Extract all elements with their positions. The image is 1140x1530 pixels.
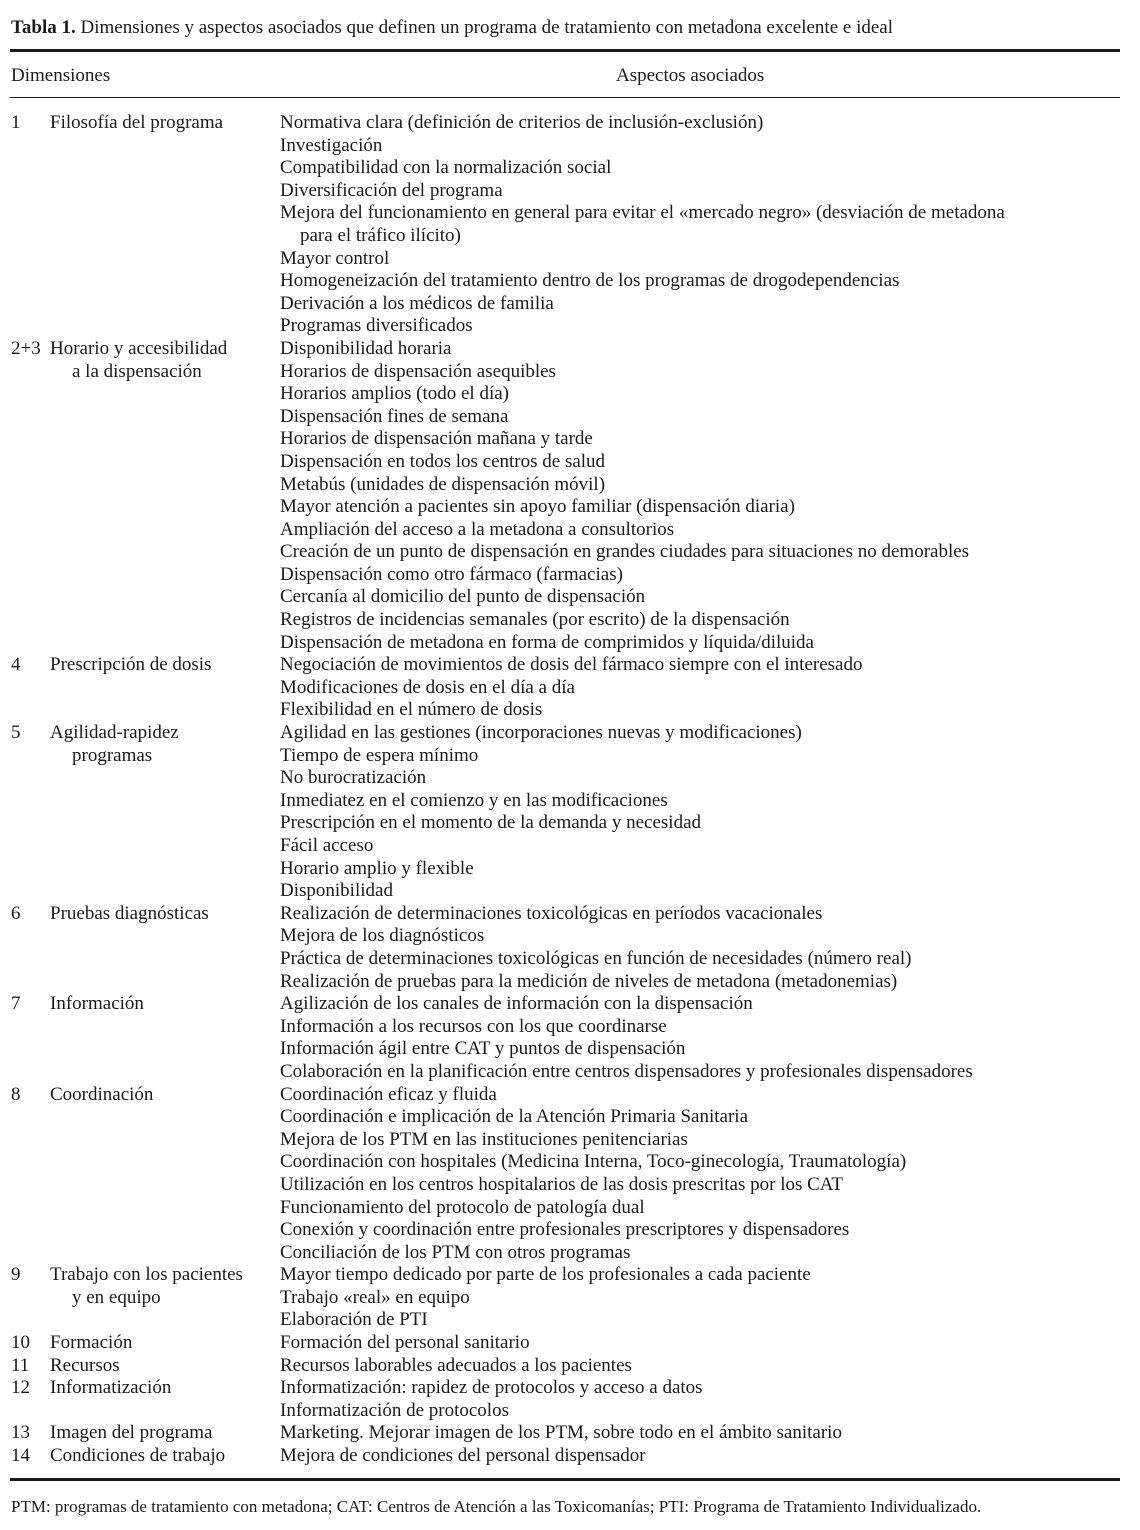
- aspect-text: Creación de un punto de dispensación en grandes ciudades para situaciones no demorables: [280, 541, 970, 563]
- aspect-item: [280, 1422, 1100, 1445]
- aspect-item: [280, 202, 1100, 247]
- dimension-number: 5: [11, 722, 21, 744]
- aspect-list: [280, 993, 1100, 1083]
- aspect-text: Normativa clara (definición de criterios de inclusión-exclusión): [280, 112, 764, 133]
- aspect-text: Utilización en los centros hospitalarios de las dosis prescritas por los CAT: [280, 1173, 844, 1195]
- dimension-number: 9: [11, 1264, 21, 1286]
- aspect-item: [280, 1016, 1100, 1039]
- aspect-text: Conciliación de los PTM con otros programas: [280, 1241, 631, 1263]
- dimension-name: [50, 338, 275, 383]
- aspect-item: [280, 474, 1100, 497]
- dimension-name: [50, 1445, 275, 1468]
- aspect-text: Registros de incidencias semanales (por escrito) de la dispensación: [280, 609, 790, 631]
- aspect-item: [280, 1197, 1100, 1220]
- table-row: [0, 1264, 1140, 1332]
- aspect-list: [280, 1445, 1100, 1468]
- aspect-text: Realización de pruebas para la medición de niveles de metadona (metadonemias): [280, 970, 898, 992]
- aspect-item: [280, 654, 1100, 677]
- aspect-item: [280, 428, 1100, 451]
- aspect-item: [280, 1084, 1100, 1107]
- table-row: [0, 1377, 1140, 1422]
- aspect-text: Prescripción en el momento de la demanda y necesidad: [280, 812, 702, 834]
- aspect-item: [280, 790, 1100, 813]
- dimension-number: 7: [11, 993, 21, 1015]
- aspect-text: Metabús (unidades de dispensación móvil): [280, 473, 606, 495]
- aspect-text: Mejora de condiciones del personal dispensador: [280, 1445, 646, 1467]
- aspect-item: [280, 1106, 1100, 1129]
- aspect-text: Información ágil entre CAT y puntos de dispensación: [280, 1038, 686, 1060]
- aspect-item: [280, 586, 1100, 609]
- aspect-text: Práctica de determinaciones toxicológicas en función de necesidades (número real): [280, 947, 912, 969]
- column-header-dimensions: Dimensiones: [11, 65, 111, 86]
- aspect-item: [280, 315, 1100, 338]
- dimension-name: [50, 1377, 275, 1400]
- aspect-text: Dispensación de metadona en forma de comprimidos y líquida/diluida: [280, 631, 814, 653]
- dimension-name: [50, 722, 275, 767]
- dimension-number: 12: [11, 1377, 30, 1399]
- aspect-list: [280, 1377, 1100, 1422]
- dimension-name-line: Filosofía del programa: [50, 112, 224, 133]
- aspect-list: [280, 338, 1100, 654]
- dimension-number: 2+3: [11, 337, 41, 359]
- dimension-number: 11: [11, 1354, 30, 1376]
- aspect-text: Coordinación con hospitales (Medicina Interna, Toco-ginecología, Traumatología): [280, 1151, 907, 1173]
- aspect-item: [280, 993, 1100, 1016]
- dimension-number: 6: [11, 902, 21, 924]
- aspect-text: Homogeneización del tratamiento dentro de los programas de drogodependencias: [280, 270, 900, 292]
- table-caption-label: Tabla 1.: [11, 17, 76, 38]
- aspect-text: Programas diversificados: [280, 315, 473, 337]
- aspect-text: Agilidad en las gestiones (incorporaciones nuevas y modificaciones): [280, 722, 802, 744]
- aspect-text: Marketing. Mejorar imagen de los PTM, sobre todo en el ámbito sanitario: [280, 1422, 842, 1444]
- dimension-name-line: Recursos: [50, 1354, 120, 1376]
- aspect-text: Recursos laborables adecuados a los pacientes: [280, 1354, 632, 1376]
- aspect-item: [280, 135, 1100, 158]
- aspect-text: No burocratización: [280, 767, 427, 789]
- aspect-item: [280, 903, 1100, 926]
- aspect-text: Horarios de dispensación mañana y tarde: [280, 428, 593, 450]
- aspect-item: [280, 248, 1100, 271]
- aspect-text: Tiempo de espera mínimo: [280, 744, 479, 766]
- aspect-list: [280, 1332, 1100, 1355]
- dimension-name-line: Trabajo con los pacientes: [50, 1264, 243, 1286]
- aspect-item: [280, 496, 1100, 519]
- aspect-item: [280, 1129, 1100, 1152]
- aspect-text: Informatización de protocolos: [280, 1399, 509, 1421]
- aspect-text: Mejora del funcionamiento en general para evitar el «mercado negro» (desviación de metadona: [280, 202, 1005, 224]
- table-row: [0, 654, 1140, 722]
- aspect-list: [280, 1084, 1100, 1265]
- dimension-name-line: Prescripción de dosis: [50, 654, 212, 676]
- aspect-text: Realización de determinaciones toxicológicas en períodos vacacionales: [280, 902, 823, 924]
- aspect-list: [280, 1264, 1100, 1332]
- table-row: [0, 1355, 1140, 1378]
- aspect-item: [280, 1219, 1100, 1242]
- dimension-number: 8: [11, 1083, 21, 1105]
- aspect-item: [280, 1242, 1100, 1265]
- aspect-item: [280, 180, 1100, 203]
- aspect-text: Mayor tiempo dedicado por parte de los profesionales a cada paciente: [280, 1264, 811, 1286]
- aspect-item: [280, 112, 1100, 135]
- aspect-item: [280, 812, 1100, 835]
- aspect-item: [280, 948, 1100, 971]
- dimension-name: [50, 654, 275, 677]
- aspect-text: Cercanía al domicilio del punto de dispensación: [280, 586, 646, 608]
- aspect-item: [280, 677, 1100, 700]
- table-row: [0, 1445, 1140, 1468]
- aspect-text: Modificaciones de dosis en el día a día: [280, 676, 575, 698]
- aspect-list: [280, 1422, 1100, 1445]
- dimension-number: 4: [11, 654, 21, 676]
- aspect-item: [280, 564, 1100, 587]
- aspect-text: Investigación: [280, 134, 383, 156]
- dimension-name-line: y en equipo: [72, 1286, 161, 1308]
- aspect-item: [280, 541, 1100, 564]
- bottom-rule: [10, 1478, 1120, 1481]
- table-body: [0, 112, 1140, 1468]
- aspect-item: [280, 1151, 1100, 1174]
- aspect-item: [280, 835, 1100, 858]
- aspect-text: Coordinación e implicación de la Atención Primaria Sanitaria: [280, 1106, 748, 1128]
- table-footnote: PTM: programas de tratamiento con metadona; CAT: Centros de Atención a las Toxicomanías; PTI: Programa de Tratamiento Individualizado.: [11, 1497, 982, 1516]
- aspect-text: Dispensación en todos los centros de salud: [280, 450, 606, 472]
- dimension-name-line: Coordinación: [50, 1083, 154, 1105]
- aspect-text: Horario amplio y flexible: [280, 857, 474, 879]
- dimension-name-line: Información: [50, 993, 144, 1015]
- column-header-aspects: Aspectos asociados: [616, 65, 765, 86]
- aspect-text: Inmediatez en el comienzo y en las modificaciones: [280, 789, 668, 811]
- dimension-number: 10: [11, 1332, 30, 1354]
- aspect-text: Flexibilidad en el número de dosis: [280, 699, 543, 721]
- dimension-name: [50, 1264, 275, 1309]
- aspect-item: [280, 745, 1100, 768]
- aspect-text: Coordinación eficaz y fluida: [280, 1083, 497, 1105]
- aspect-text: Informatización: rapidez de protocolos y acceso a datos: [280, 1377, 703, 1399]
- aspect-item: [280, 383, 1100, 406]
- aspect-list: [280, 654, 1100, 722]
- dimension-name: [50, 993, 275, 1016]
- dimension-name: [50, 112, 275, 135]
- aspect-item: [280, 1061, 1100, 1084]
- aspect-item: [280, 632, 1100, 655]
- dimension-number: 13: [11, 1422, 30, 1444]
- aspect-text: Agilización de los canales de información con la dispensación: [280, 993, 753, 1015]
- dimension-name-line: Horario y accesibilidad: [50, 337, 228, 359]
- dimension-name-line: Formación: [50, 1332, 133, 1354]
- aspect-text: Conexión y coordinación entre profesionales prescriptores y dispensadores: [280, 1219, 850, 1241]
- aspect-text: Disponibilidad horaria: [280, 337, 452, 359]
- aspect-item: [280, 1264, 1100, 1287]
- dimension-number: 14: [11, 1445, 30, 1467]
- table-row: [0, 1422, 1140, 1445]
- aspect-item: [280, 1174, 1100, 1197]
- aspect-text: Mejora de los diagnósticos: [280, 925, 485, 947]
- aspect-text: Elaboración de PTI: [280, 1309, 428, 1331]
- aspect-item: [280, 1377, 1100, 1400]
- aspect-list: [280, 1355, 1100, 1378]
- table-row: [0, 338, 1140, 654]
- dimension-name: [50, 1422, 275, 1445]
- aspect-item: [280, 1309, 1100, 1332]
- table-row: [0, 1084, 1140, 1265]
- aspect-text: Disponibilidad: [280, 880, 393, 902]
- aspect-item: [280, 880, 1100, 903]
- dimension-name: [50, 1332, 275, 1355]
- dimension-name-line: Pruebas diagnósticas: [50, 902, 209, 924]
- aspect-text: Formación del personal sanitario: [280, 1332, 530, 1354]
- aspect-list: [280, 903, 1100, 993]
- aspect-item: [280, 971, 1100, 994]
- aspect-item: [280, 1355, 1100, 1378]
- aspect-item: [280, 1445, 1100, 1468]
- aspect-item: [280, 157, 1100, 180]
- aspect-list: [280, 722, 1100, 903]
- table-row: [0, 993, 1140, 1083]
- aspect-text: Compatibilidad con la normalización social: [280, 157, 612, 179]
- aspect-item: [280, 338, 1100, 361]
- table-row: [0, 722, 1140, 903]
- aspect-text: Horarios de dispensación asequibles: [280, 360, 556, 382]
- top-rule: [10, 49, 1120, 52]
- aspect-item: [280, 451, 1100, 474]
- dimension-name: [50, 1355, 275, 1378]
- dimension-name-line: a la dispensación: [72, 360, 202, 382]
- aspect-text: Diversificación del programa: [280, 179, 503, 201]
- aspect-item: [280, 1332, 1100, 1355]
- aspect-text: Negociación de movimientos de dosis del fármaco siempre con el interesado: [280, 654, 863, 676]
- aspect-item: [280, 925, 1100, 948]
- table-row: [0, 903, 1140, 993]
- aspect-item: [280, 858, 1100, 881]
- aspect-item: [280, 722, 1100, 745]
- dimension-name-line: Condiciones de trabajo: [50, 1445, 226, 1467]
- aspect-text: Funcionamiento del protocolo de patología dual: [280, 1196, 645, 1218]
- dimension-name-line: Informatización: [50, 1377, 172, 1399]
- dimension-name-line: programas: [72, 744, 153, 766]
- dimension-name: [50, 1084, 275, 1107]
- header-rule: [10, 97, 1120, 98]
- aspect-item: [280, 519, 1100, 542]
- aspect-item: [280, 361, 1100, 384]
- aspect-item: [280, 609, 1100, 632]
- aspect-item: [280, 1400, 1100, 1423]
- aspect-text: Derivación a los médicos de familia: [280, 292, 554, 314]
- aspect-item: [280, 699, 1100, 722]
- table-row: [0, 1332, 1140, 1355]
- aspect-item: [280, 767, 1100, 790]
- dimension-name-line: Imagen del programa: [50, 1422, 213, 1444]
- aspect-text: Ampliación del acceso a la metadona a consultorios: [280, 518, 675, 540]
- dimension-number: 1: [11, 112, 21, 133]
- aspect-text: Colaboración en la planificación entre centros dispensadores y profesionales dispensadores: [280, 1060, 973, 1082]
- aspect-text: Horarios amplios (todo el día): [280, 383, 510, 405]
- aspect-text-continuation: para el tráfico ilícito): [300, 224, 461, 246]
- aspect-item: [280, 270, 1100, 293]
- table-caption-text: Dimensiones y aspectos asociados que definen un programa de tratamiento con metadona excelente e ideal: [80, 17, 894, 38]
- aspect-item: [280, 1038, 1100, 1061]
- table-caption: [11, 17, 893, 39]
- aspect-item: [280, 293, 1100, 316]
- aspect-list: [280, 112, 1100, 338]
- aspect-text: Mayor control: [280, 247, 390, 269]
- aspect-text: Mejora de los PTM en las instituciones penitenciarias: [280, 1128, 688, 1150]
- aspect-text: Dispensación fines de semana: [280, 405, 509, 427]
- dimension-name: [50, 903, 275, 926]
- aspect-text: Mayor atención a pacientes sin apoyo familiar (dispensación diaria): [280, 496, 795, 518]
- aspect-text: Fácil acceso: [280, 835, 374, 856]
- aspect-text: Dispensación como otro fármaco (farmacias): [280, 563, 623, 585]
- aspect-text: Información a los recursos con los que coordinarse: [280, 1015, 667, 1037]
- table-row: [0, 112, 1140, 338]
- aspect-item: [280, 1287, 1100, 1310]
- aspect-item: [280, 406, 1100, 429]
- aspect-text: Trabajo «real» en equipo: [280, 1286, 470, 1308]
- dimension-name-line: Agilidad-rapidez: [50, 722, 179, 744]
